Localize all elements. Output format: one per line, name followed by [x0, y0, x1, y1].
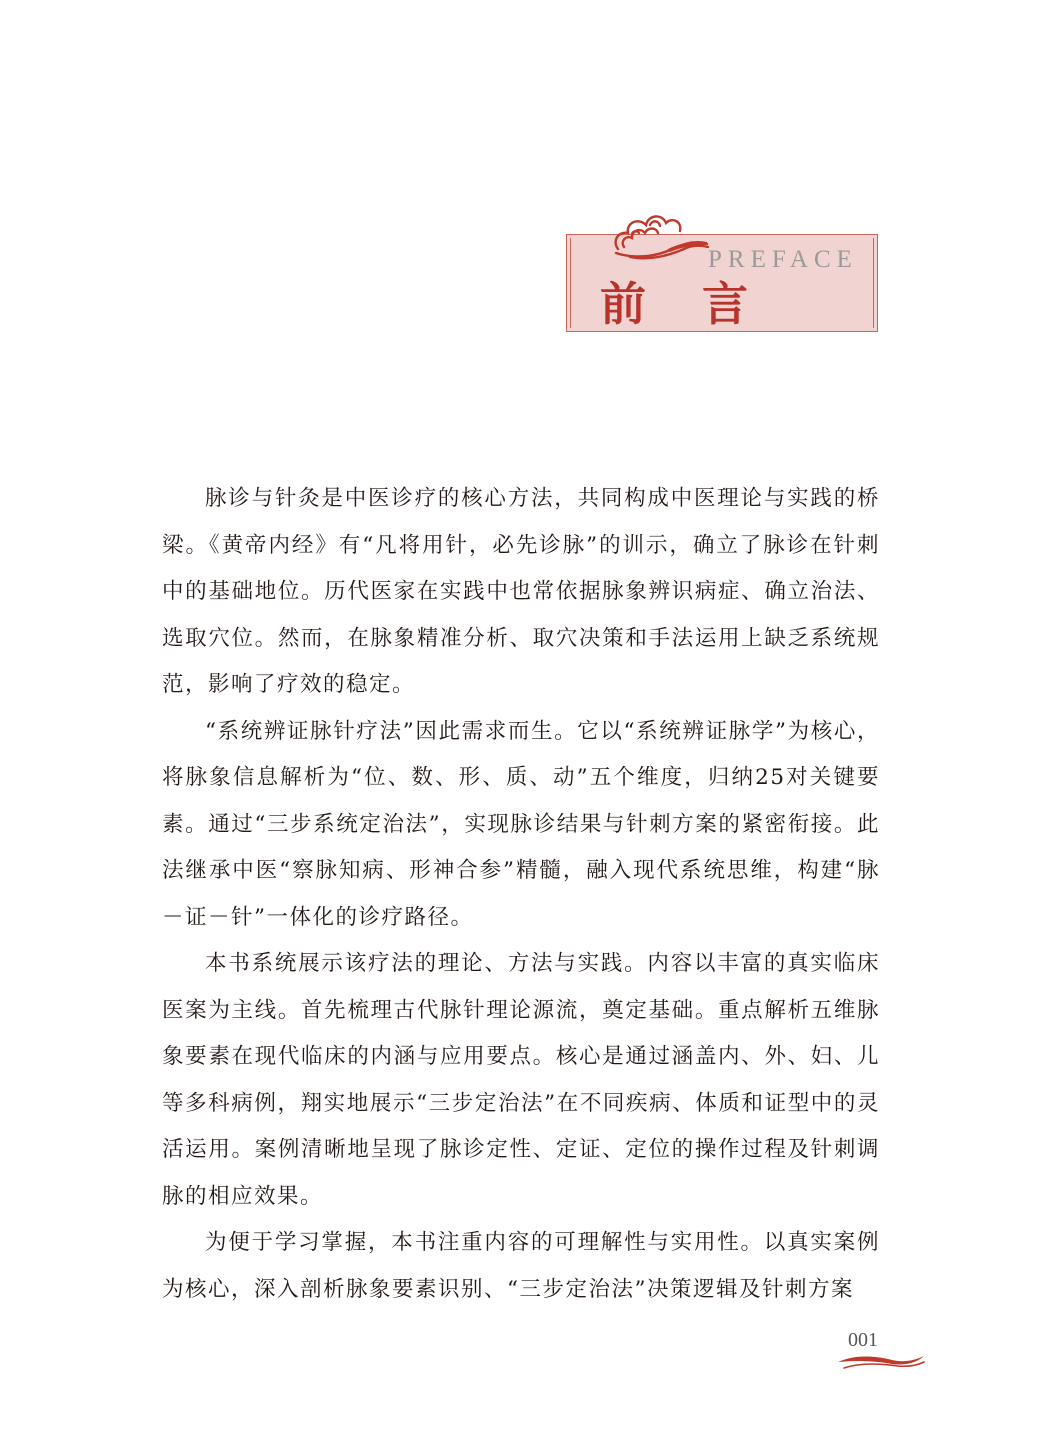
preface-body [162, 476, 880, 1313]
paragraph-1: 脉诊与针灸是中医诊疗的核心方法，共同构成中医理论与实践的桥梁。《黄帝内经》有“凡将用针，必先诊脉”的训示，确立了脉诊在针刺中的基础地位。历代医家在实践中也常依据脉象辨识病症、确立治法、选取穴位。然而，在脉象精准分析、取穴决策和手法运用上缺乏系统规范，影响了疗效的稳定。 [162, 486, 880, 697]
title-char-2: 言 [702, 277, 748, 331]
preface-chinese-title [600, 278, 748, 330]
title-char-1: 前 [600, 277, 646, 331]
auspicious-cloud-icon [610, 205, 710, 263]
preface-english-title: PREFACE [708, 246, 858, 273]
paragraph-2: “系统辨证脉针疗法”因此需求而生。它以“系统辨证脉学”为核心，将脉象信息解析为“位、数、形、质、动”五个维度，归纳25对关键要素。通过“三步系统定治法”，实现脉诊结果与针刺方案的紧密衔接。此法继承中医“察脉知病、形神合参”精髓，融入现代系统思维，构建“脉－证－针”一体化的诊疗路径。 [162, 718, 880, 930]
paragraph-3: 本书系统展示该疗法的理论、方法与实践。内容以丰富的真实临床医案为主线。首先梳理古代脉针理论源流，奠定基础。重点解析五维脉象要素在现代临床的内涵与应用要点。核心是通过涵盖内、外、妇、儿等多科病例，翔实地展示“三步定治法”在不同疾病、体质和证型中的灵活运用。案例清晰地呈现了脉诊定性、定证、定位的操作过程及针刺调脉的相应效果。 [162, 951, 880, 1209]
page-number: 001 [848, 1329, 878, 1351]
paragraph-4: 为便于学习掌握，本书注重内容的可理解性与实用性。以真实案例为核心，深入剖析脉象要素识别、“三步定治法”决策逻辑及针刺方案 [162, 1230, 880, 1302]
wave-ornament-icon [836, 1352, 926, 1372]
